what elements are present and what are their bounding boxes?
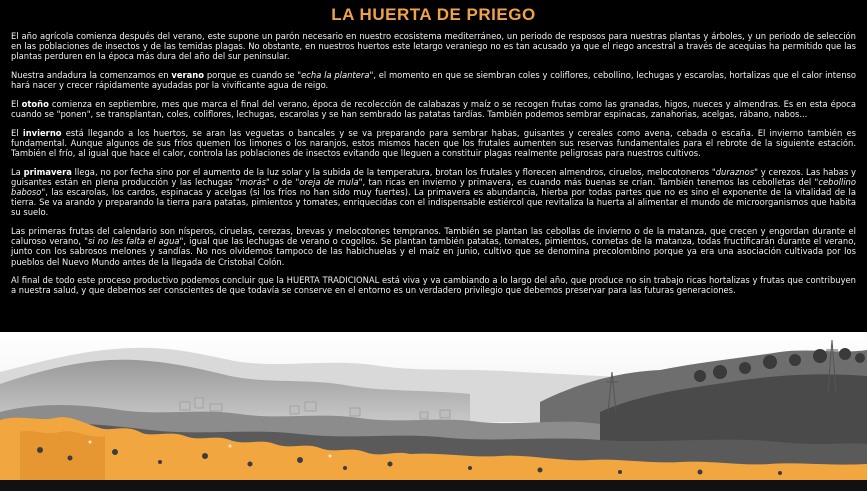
paragraph-intro [11, 31, 856, 62]
quoted-term: "cebollino baboso" [11, 176, 856, 197]
text-run: , tan ricas en invierno y primavera, es cuando más buenas se crían. También tenemos las cebolletas del [362, 176, 815, 187]
season-keyword: primavera [23, 166, 72, 177]
text-run: El [11, 127, 23, 138]
text-run: Nuestra andadura la comenzamos en [11, 70, 172, 80]
text-run: El [11, 98, 22, 109]
quoted-term: "echa la plantera" [297, 70, 374, 80]
quoted-term: "duraznos" [711, 166, 758, 177]
paragraph-invierno [11, 128, 856, 159]
text-run: , las escarolas, los cardos, espinacas y acelgas (si los fríos no han sido muy fuertes). La primavera es abundancia, hierba por todas partes que no es sino el exponente de la vitalidad de la tierra. Se va arando y preparando la tierra para patatas, pimientos y tomates, enriquecidas con el indispensable estiércol que revitaliza la huerta al alimentar el mundo de microorganismos que habita su suelo. [11, 187, 856, 218]
quoted-term: "morás" [235, 176, 270, 187]
season-keyword: verano [171, 70, 205, 80]
text-run: porque es cuando se [204, 70, 298, 80]
landscape-banner-image [0, 332, 867, 480]
page-title: LA HUERTA DE PRIEGO [331, 5, 536, 24]
season-keyword: invierno [22, 127, 62, 138]
text-run: Las primeras frutas del calendario son nísperos, ciruelas, cerezas, brevas y melocotones tempranos. También se plantan las cebollas de invierno o de la matanza, que crecen y engordan durante el caluroso verano, [11, 226, 856, 247]
footer-bar [0, 480, 867, 491]
text-run: y cerezos. Las habas y guisantes están en plena producción y las lechugas [11, 166, 856, 187]
quoted-term: "oreja de mula" [295, 176, 363, 187]
paragraph-otono [11, 99, 856, 119]
article-body [11, 31, 856, 304]
quoted-term: "si no les falta el agua" [84, 236, 184, 247]
paragraph-frutas [11, 226, 856, 267]
text-run: Al final de todo este proceso productivo podemos concluir que la HUERTA TRADICIONAL está viva y va cambiando a lo largo del año, que produce no sin trabajo ricas hortalizas y frutas que contribuyen a nuestra salud, y que debemos ser conscientes de que todavía se conserve en el entorno es un verdadero privilegio que debemos preservar para las futuras generaciones. [11, 275, 856, 296]
paragraph-primavera [11, 167, 856, 218]
landscape-photo-icon [0, 332, 867, 480]
paragraph-verano [11, 70, 856, 90]
text-run: llega, no por fecha sino por el aumento de la luz solar y la subida de la temperatura, brotan los frutales y florecen almendros, ciruelos, melocotoneros [71, 166, 712, 177]
text-run: o de [269, 176, 296, 187]
text-run: comienza en septiembre, mes que marca el final del verano, época de recolección de calabazas y maíz o se recogen frutas como las granadas, higos, nueces y almendras. Es en esta época cuando se "ponen", se transplantan, coles, coliflores, lechugas, escarolas y se han sembrado las patatas tardías. También podemos sembrar espinacas, zanahorias, acelgas, rábano, nabos... [11, 98, 856, 119]
text-run: está llegando a los huertos, se aran las veguetas o bancales y se va preparando para sembrar habas, guisantes y cereales como avena, cebada o escaña. El invierno también es fundamental. Aunque algunos de sus fríos quemen los limones o los naranjos, estos mismos hacen que los frutales aumenten sus reservas fundamentales para el rebrote de la siguiente estación. También el frío, al igual que hace el calor, controla las poblaciones de insectos evitando que lleguen a constituir plagas realmente peligrosas para nuestros cultivos. [11, 127, 856, 158]
paragraph-conclusion [11, 275, 856, 295]
season-keyword: otoño [21, 98, 49, 109]
text-run: , igual que las lechugas de verano o cogollos. Se plantan también patatas, tomates, pimientos, cornetas de la matanza, todas fructificarán durante el verano, junto con los sabrosos melones y sandías. No nos olvidemos tampoco de las habichuelas y el maíz en junio, cultivo que se denomina precolombino porque ya era una asociación cultivada por los pueblos del Nuevo Mundo antes de la llegada de Cristobal Colón. [11, 236, 856, 267]
text-run: El año agrícola comienza después del verano, este supone un parón necesario en nuestro ecosistema mediterráneo, un periodo de resposos para nuestras plantas y árboles, y un periodo de selección en las poblaciones de insectos y de las temidas plagas. No obstante, en nuestros huertos este letargo veraniego no es tan acusado ya que el riego ancestral a través de acequias ha permitido que las plantas perduren en la época más dura del año del sur peninsular. [11, 31, 856, 62]
text-run: , el momento en que se siembran coles y coliflores, cebollino, lechugas y escarolas, hortalizas que el calor intenso hará nacer y crecer rápidamente ayudadas por la vivificante agua de reigo. [11, 70, 856, 91]
text-run: La [11, 166, 24, 177]
